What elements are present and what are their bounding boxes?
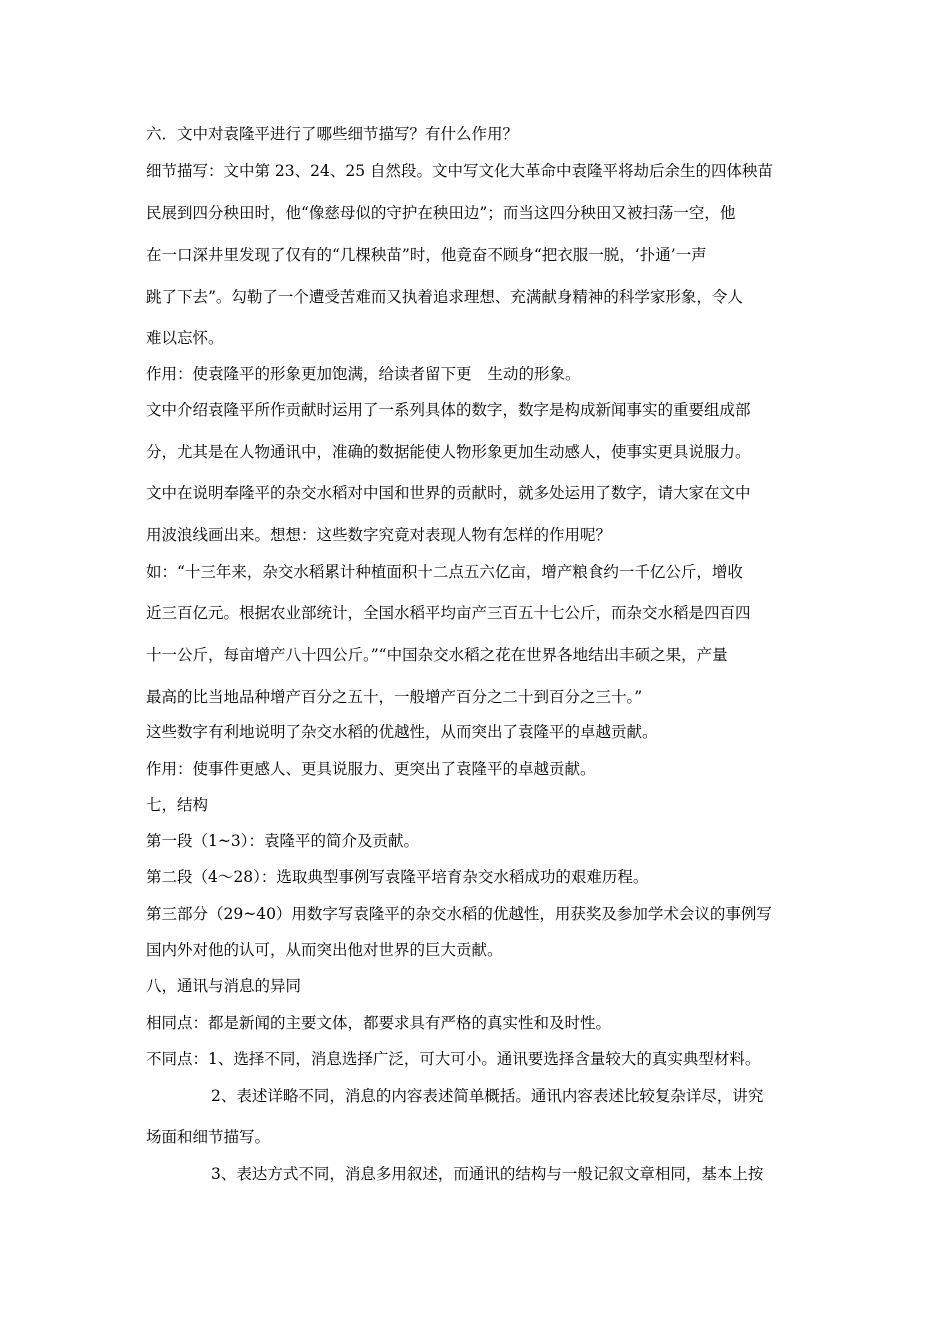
- text-line: 第三部分（29~40）用数字写袁隆平的杂交水稻的优越性，用获奖及参加学术会议的事例写: [146, 905, 772, 923]
- section-eight-heading: 八，通讯与消息的异同: [146, 977, 302, 995]
- text-line: 近三百亿元。根据农业部统计，全国水稻平均亩产三百五十七公斤，而杂交水稻是四百四: [146, 604, 751, 622]
- section-seven-heading: 七，结构: [146, 796, 209, 814]
- text-line: 难以忘怀。: [146, 329, 224, 347]
- text-line: 作用：使事件更感人、更具说服力、更突出了袁隆平的卓越贡献。: [146, 760, 596, 778]
- text-line: 这些数字有利地说明了杂交水稻的优越性，从而突出了袁隆平的卓越贡献。: [146, 723, 658, 741]
- text-line: 第二段（4～28）：选取典型事例写袁隆平培育杂交水稻成功的艰难历程。: [146, 868, 649, 886]
- text-line: 相同点：都是新闻的主要文体，都要求具有严格的真实性和及时性。: [146, 1014, 612, 1032]
- text-line: 十一公斤，每亩增产八十四公斤。”“中国杂交水稻之花在世界各地结出丰硕之果，产量: [146, 646, 728, 664]
- text-line: 3、表达方式不同，消息多用叙述，而通讯的结构与一般记叙文章相同，基本上按: [211, 1165, 764, 1183]
- text-line: 在一口深井里发现了仅有的“几棵秧苗”时，他竟奋不顾身“把衣服一脱，‘扑通’一声: [146, 246, 707, 264]
- text-line: 第一段（1~3）：袁隆平的简介及贡献。: [146, 832, 419, 850]
- text-segment: 作用：使袁隆平的形象更加饱满，给读者留下更: [146, 365, 472, 383]
- text-line: 如：“十三年来，杂交水稻累计种植面积十二点五六亿亩，增产粮食约一千亿公斤，增收: [146, 563, 743, 581]
- text-line: 场面和细节描写。: [146, 1128, 271, 1146]
- text-line: 文中介绍袁隆平所作贡献时运用了一系列具体的数字，数字是构成新闻事实的重要组成部: [146, 401, 751, 419]
- text-line: 跳了下去”。勾勒了一个遭受苦难而又执着追求理想、充满献身精神的科学家形象，令人: [146, 288, 743, 306]
- text-line: 分，尤其是在人物通讯中，准确的数据能使人物形象更加生动感人，使事实更具说服力。: [146, 443, 751, 461]
- text-line: 不同点：1、选择不同，消息选择广泛，可大可小。通讯要选择含量较大的真实典型材料。: [146, 1050, 761, 1068]
- text-line: 2、表述详略不同，消息的内容表述简单概括。通讯内容表述比较复杂详尽，讲究: [211, 1087, 764, 1105]
- text-line: [146, 363, 581, 385]
- section-six-heading: 六．文中对袁隆平进行了哪些细节描写？有什么作用？: [146, 125, 519, 143]
- text-line: 民展到四分秧田时，他“像慈母似的守护在秧田边”；而当这四分秧田又被扫荡一空，他: [146, 204, 736, 222]
- text-segment: 生动的形象。: [487, 365, 581, 383]
- text-line: 最高的比当地品种增产百分之五十，一般增产百分之二十到百分之三十。”: [146, 688, 643, 706]
- text-line: 用波浪线画出来。想想：这些数字究竟对表现人物有怎样的作用呢？: [146, 526, 612, 544]
- text-line: 国内外对他的认可，从而突出他对世界的巨大贡献。: [146, 941, 503, 959]
- text-line: 细节描写：文中第 23、24、25 自然段。文中写文化大革命中袁隆平将劫后余生的四体秧苗: [146, 162, 774, 180]
- text-line: 文中在说明奉隆平的杂交水稻对中国和世界的贡献时，就多处运用了数字，请大家在文中: [146, 484, 751, 502]
